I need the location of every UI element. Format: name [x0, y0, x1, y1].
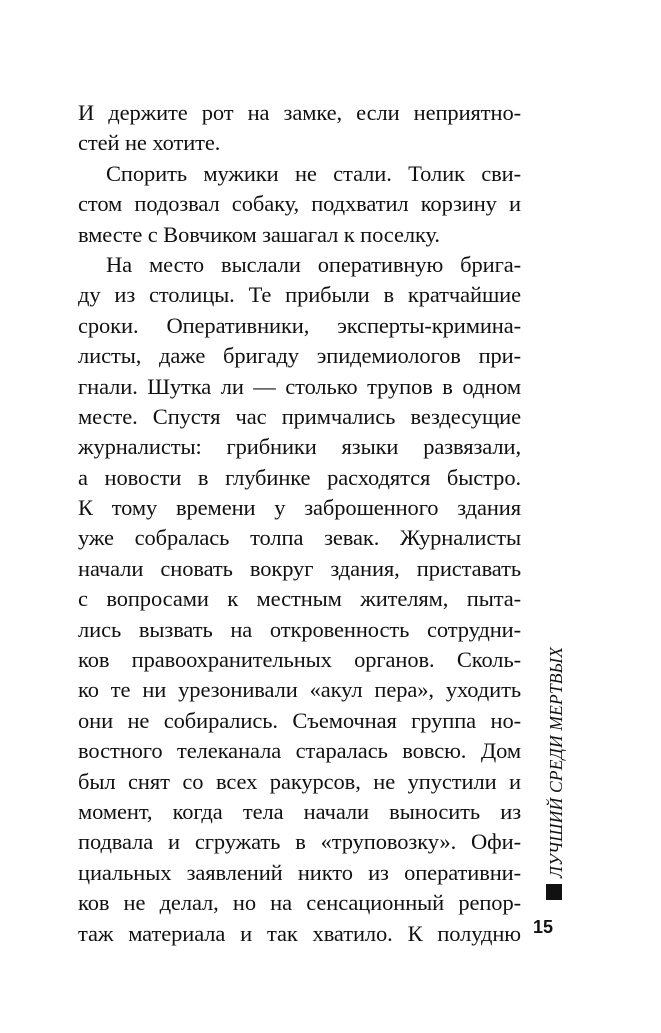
- body-text: [78, 98, 521, 949]
- text-line: был снят со всех ракурсов, не упустили и: [78, 768, 521, 794]
- text-line: стей не хотите.: [78, 130, 221, 156]
- text-line: с вопросами к местным жителям, пыта-: [78, 586, 521, 612]
- text-line: а новости в глубинке расходятся быстро.: [78, 464, 521, 490]
- text-line: таж материала и так хватило. К полудню: [78, 920, 521, 946]
- text-line: уже собралась толпа зевак. Журналисты: [78, 525, 521, 551]
- text-line: вместе с Вовчиком зашагал к поселку.: [78, 221, 440, 247]
- text-line: журналисты: грибники языки развязали,: [78, 434, 521, 460]
- text-line: ков не делал, но на сенсационный репор-: [78, 890, 521, 916]
- text-line: На место выслали оперативную брига-: [106, 251, 521, 277]
- text-line: И держите рот на замке, если неприятно-: [78, 100, 521, 125]
- page-number: 15: [533, 917, 554, 937]
- text-line: К тому времени у заброшенного здания: [78, 495, 521, 521]
- square-marker-icon: [546, 884, 562, 900]
- text-line: стом подозвал собаку, подхватил корзину и: [78, 191, 521, 217]
- text-line: ко те ни урезонивали «акул пера», уходить: [78, 677, 521, 703]
- running-title: [546, 640, 566, 878]
- text-line: лись вызвать на откровенность сотрудни-: [78, 616, 521, 642]
- text-line: Спорить мужики не стали. Толик сви-: [106, 160, 521, 186]
- text-line: месте. Спустя час примчались вездесущие: [78, 403, 521, 429]
- text-line: момент, когда тела начали выносить из: [78, 798, 521, 824]
- text-line: они не собирались. Съемочная группа но-: [78, 707, 521, 733]
- text-line: циальных заявлений никто из оперативни-: [78, 859, 521, 885]
- text-line: сроки. Оперативники, эксперты-кримина-: [78, 312, 521, 338]
- running-title-text: ЛУЧШИЙ СРЕДИ МЕРТВЫХ: [546, 646, 566, 878]
- text-line: ков правоохранительных органов. Сколь-: [78, 647, 521, 673]
- text-line: ду из столицы. Те прибыли в кратчайшие: [78, 282, 521, 308]
- text-line: листы, даже бригаду эпидемиологов при-: [78, 343, 521, 369]
- text-line: подвала и сгружать в «труповозку». Офи-: [78, 829, 521, 855]
- text-line: начали сновать вокруг здания, приставать: [78, 555, 521, 581]
- text-line: гнали. Шутка ли — столько трупов в одном: [78, 373, 521, 399]
- text-line: востного телеканала старалась вовсю. Дом: [78, 738, 521, 764]
